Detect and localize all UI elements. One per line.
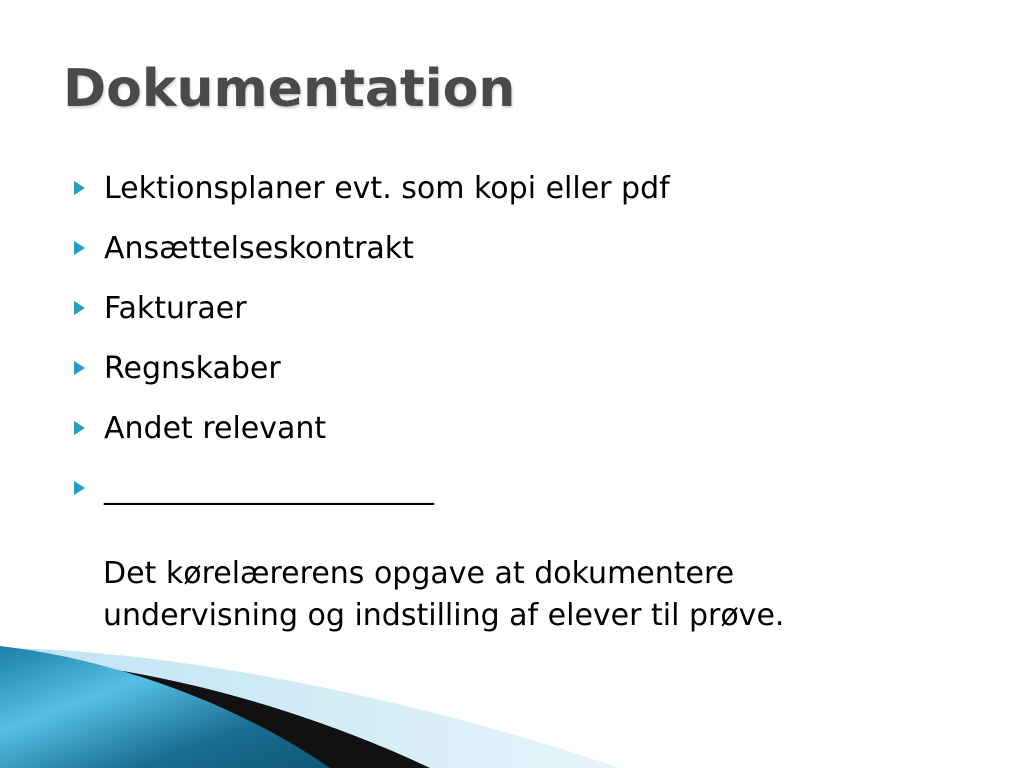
note-paragraph <box>103 553 983 637</box>
triangle-bullet-icon <box>74 468 104 508</box>
triangle-bullet-icon <box>74 168 104 208</box>
bullet-text: Fakturaer <box>104 291 247 326</box>
triangle-bullet-icon <box>74 288 104 328</box>
triangle-bullet-icon <box>74 348 104 388</box>
list-item <box>74 468 974 520</box>
list-item <box>74 348 974 408</box>
note-line: undervisning og indstilling af elever til prøve. <box>103 598 785 633</box>
bullet-text: Regnskaber <box>104 351 281 386</box>
bullet-text: Lektionsplaner evt. som kopi eller pdf <box>104 171 670 206</box>
slide-title: Dokumentation <box>63 59 516 119</box>
list-item <box>74 288 974 348</box>
bullet-text: Andet relevant <box>104 411 327 446</box>
list-item <box>74 168 974 228</box>
list-item <box>74 228 974 288</box>
blank-line-bullet-text: ______________________ <box>104 471 434 506</box>
bullet-list <box>74 168 974 520</box>
list-item <box>74 408 974 468</box>
bullet-text: Ansættelseskontrakt <box>104 231 414 266</box>
note-line: Det kørelærerens opgave at dokumentere <box>103 556 735 591</box>
triangle-bullet-icon <box>74 408 104 448</box>
triangle-bullet-icon <box>74 228 104 268</box>
